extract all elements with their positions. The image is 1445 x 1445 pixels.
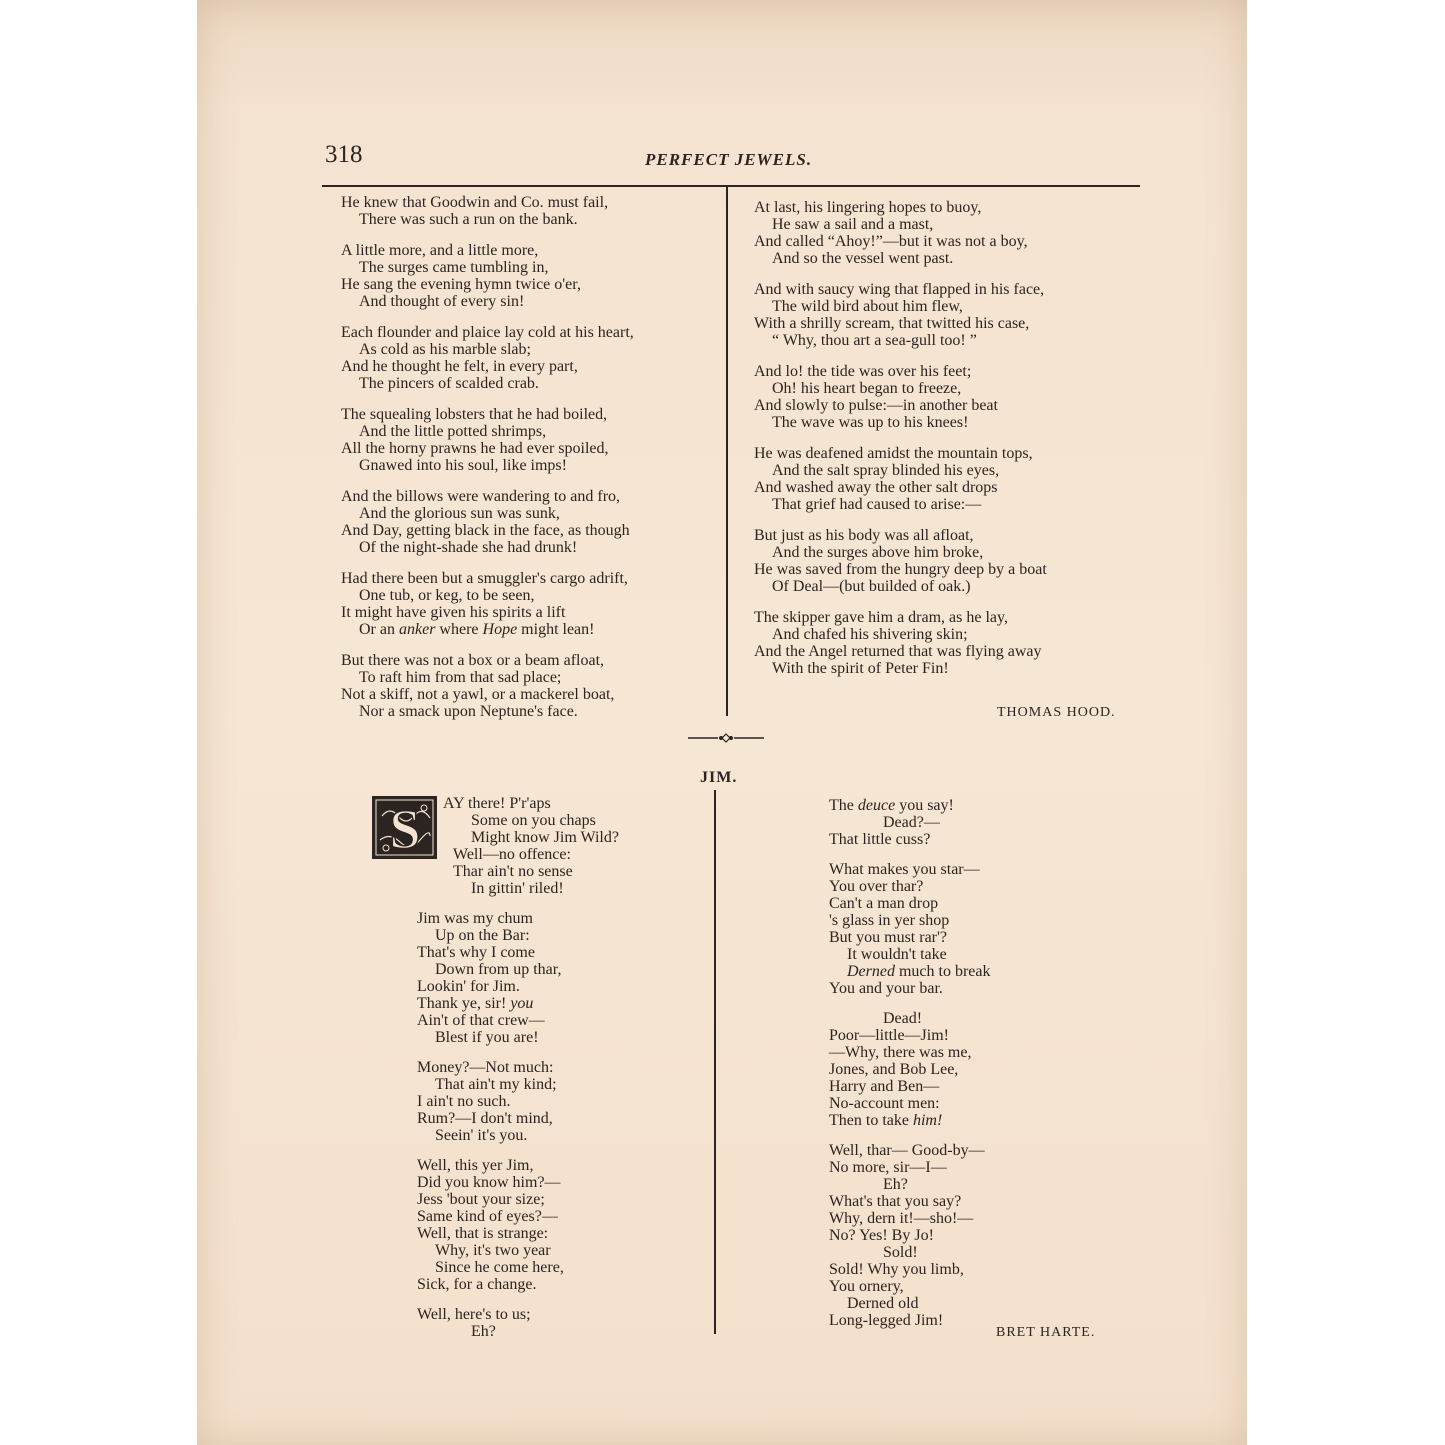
poem1-author: THOMAS HOOD. [997, 705, 1116, 720]
verse-line: Dead?— [883, 814, 940, 831]
stanza [341, 488, 634, 556]
verse-line: No? Yes! By Jo! [829, 1227, 934, 1244]
verse-line: One tub, or keg, to be seen, [359, 587, 535, 604]
verse-line: The squealing lobsters that he had boiled, [341, 406, 608, 423]
verse-line: All the horny prawns he had ever spoiled, [341, 440, 609, 457]
verse-line: The wave was up to his knees! [772, 414, 969, 431]
verse-line: But there was not a box or a beam afloat, [341, 652, 605, 669]
verse-line: Might know Jim Wild? [471, 829, 619, 846]
verse-line: And Day, getting black in the face, as though [341, 522, 630, 539]
stanza [829, 1142, 991, 1329]
column-divider-top [726, 186, 728, 716]
verse-line: Sold! [883, 1244, 918, 1261]
verse-line: With the spirit of Peter Fin! [772, 660, 949, 677]
poem2-title: JIM. [700, 769, 738, 786]
verse-line: And the glorious sun was sunk, [359, 505, 560, 522]
poem1-right-column [754, 199, 1047, 691]
verse-line: Eh? [883, 1176, 908, 1193]
stanza [829, 861, 991, 997]
stanza [417, 812, 619, 897]
verse-line: The deuce you say! [829, 797, 954, 814]
verse-line: —Why, there was me, [829, 1044, 972, 1061]
verse-line: Poor—little—Jim! [829, 1027, 949, 1044]
verse-line: Thar ain't no sense [453, 863, 573, 880]
divider-ornament-icon [688, 732, 764, 744]
verse-line: The wild bird about him flew, [772, 298, 963, 315]
verse-line: And slowly to pulse:—in another beat [754, 397, 998, 414]
verse-line: He saw a sail and a mast, [772, 216, 934, 233]
verse-line: It wouldn't take [847, 946, 947, 963]
verse-line: The skipper gave him a dram, as he lay, [754, 609, 1008, 626]
verse-line: Oh! his heart began to freeze, [772, 380, 962, 397]
verse-line: Why, dern it!—sho!— [829, 1210, 974, 1227]
verse-line: And called “Ahoy!”—but it was not a boy, [754, 233, 1028, 250]
verse-line: Jim was my chum [417, 910, 533, 927]
stanza [341, 652, 634, 720]
verse-line: A little more, and a little more, [341, 242, 539, 259]
verse-line: Since he come here, [435, 1259, 564, 1276]
stanza [754, 281, 1047, 349]
verse-line: Lookin' for Jim. [417, 978, 520, 995]
verse-line: Jess 'bout your size; [417, 1191, 545, 1208]
verse-line: Well—no offence: [453, 846, 571, 863]
verse-line: He sang the evening hymn twice o'er, [341, 276, 581, 293]
verse-line: No more, sir—I— [829, 1159, 947, 1176]
stanza [754, 609, 1047, 677]
svg-text:S: S [389, 799, 421, 859]
page-number: 318 [325, 141, 363, 168]
verse-line: He was saved from the hungry deep by a boat [754, 561, 1047, 578]
verse-line: Well, thar— Good-by— [829, 1142, 985, 1159]
verse-line: And so the vessel went past. [772, 250, 954, 267]
stanza [341, 324, 634, 392]
verse-line: And thought of every sin! [359, 293, 525, 310]
verse-line: And the salt spray blinded his eyes, [772, 462, 1000, 479]
poem2-first-line-text: AY there! P'r'aps [443, 795, 551, 812]
verse-line: The pincers of scalded crab. [359, 375, 539, 392]
verse-line: Had there been but a smuggler's cargo adrift, [341, 570, 628, 587]
verse-line: Nor a smack upon Neptune's face. [359, 703, 578, 720]
verse-line: At last, his lingering hopes to buoy, [754, 199, 982, 216]
verse-line: Dead! [883, 1010, 923, 1027]
verse-line: He knew that Goodwin and Co. must fail, [341, 194, 609, 211]
verse-line: Well, this yer Jim, [417, 1157, 534, 1174]
verse-line: He was deafened amidst the mountain tops, [754, 445, 1033, 462]
verse-line: Some on you chaps [471, 812, 596, 829]
verse-line: You ornery, [829, 1278, 904, 1295]
stanza [341, 194, 634, 228]
verse-line: 's glass in yer shop [829, 912, 950, 929]
verse-line: Sold! Why you limb, [829, 1261, 964, 1278]
verse-line: And chafed his shivering skin; [772, 626, 968, 643]
verse-line: The surges came tumbling in, [359, 259, 549, 276]
verse-line: In gittin' riled! [471, 880, 564, 897]
verse-line: Then to take him! [829, 1112, 943, 1129]
column-divider-bottom [714, 790, 716, 1334]
verse-line: What's that you say? [829, 1193, 962, 1210]
verse-line: And washed away the other salt drops [754, 479, 998, 496]
verse-line: Why, it's two year [435, 1242, 551, 1259]
verse-line: Gnawed into his soul, like imps! [359, 457, 567, 474]
verse-line: Blest if you are! [435, 1029, 539, 1046]
stanza [417, 910, 619, 1046]
verse-line: Can't a man drop [829, 895, 939, 912]
verse-line: With a shrilly scream, that twitted his case, [754, 315, 1030, 332]
poem2-left-column [417, 812, 619, 1353]
verse-line: As cold as his marble slab; [359, 341, 531, 358]
verse-line: Harry and Ben— [829, 1078, 940, 1095]
verse-line: Seein' it's you. [435, 1127, 528, 1144]
header-rule [322, 185, 1140, 187]
verse-line: And the Angel returned that was flying away [754, 643, 1042, 660]
verse-line: What makes you star— [829, 861, 980, 878]
verse-line: Of the night-shade she had drunk! [359, 539, 578, 556]
verse-line: You over thar? [829, 878, 924, 895]
verse-line: And the billows were wandering to and fro, [341, 488, 621, 505]
stanza [417, 1059, 619, 1144]
verse-line: But just as his body was all afloat, [754, 527, 974, 544]
poem2-author: BRET HARTE. [996, 1325, 1096, 1340]
verse-line: Derned much to break [847, 963, 991, 980]
verse-line: Rum?—I don't mind, [417, 1110, 553, 1127]
stanza [341, 406, 634, 474]
stanza [754, 445, 1047, 513]
verse-line: But you must rar'? [829, 929, 947, 946]
verse-line: Ain't of that crew— [417, 1012, 545, 1029]
verse-line: And he thought he felt, in every part, [341, 358, 578, 375]
poem2-first-line [443, 795, 551, 812]
verse-line: Sick, for a change. [417, 1276, 537, 1293]
stanza [417, 1157, 619, 1293]
verse-line: Did you know him?— [417, 1174, 561, 1191]
verse-line: And with saucy wing that flapped in his face, [754, 281, 1045, 298]
stanza [341, 570, 634, 638]
verse-line: Up on the Bar: [435, 927, 530, 944]
verse-line: You and your bar. [829, 980, 943, 997]
verse-line: That's why I come [417, 944, 535, 961]
verse-line: Long-legged Jim! [829, 1312, 944, 1329]
verse-line: Money?—Not much: [417, 1059, 554, 1076]
verse-line: And the little potted shrimps, [359, 423, 547, 440]
verse-line: It might have given his spirits a lift [341, 604, 566, 621]
verse-line: Same kind of eyes?— [417, 1208, 558, 1225]
verse-line: Of Deal—(but builded of oak.) [772, 578, 971, 595]
stanza [829, 797, 991, 848]
verse-line: Down from up thar, [435, 961, 562, 978]
stanza [754, 527, 1047, 595]
verse-line: Jones, and Bob Lee, [829, 1061, 959, 1078]
verse-line: And lo! the tide was over his feet; [754, 363, 972, 380]
verse-line: That little cuss? [829, 831, 931, 848]
stanza [341, 242, 634, 310]
verse-line: Well, here's to us; [417, 1306, 531, 1323]
verse-line: Well, that is strange: [417, 1225, 549, 1242]
stanza [754, 199, 1047, 267]
verse-line: Or an anker where Hope might lean! [359, 621, 595, 638]
verse-line: Derned old [847, 1295, 919, 1312]
verse-line: To raft him from that sad place; [359, 669, 562, 686]
poem2-right-column [829, 797, 991, 1342]
verse-line: Not a skiff, not a yawl, or a mackerel boat, [341, 686, 615, 703]
poem1-left-column [341, 194, 634, 734]
verse-line: That ain't my kind; [435, 1076, 557, 1093]
verse-line: “ Why, thou art a sea-gull too! ” [772, 332, 977, 349]
verse-line: I ain't no such. [417, 1093, 511, 1110]
verse-line: Thank ye, sir! you [417, 995, 534, 1012]
verse-line: Each flounder and plaice lay cold at his heart, [341, 324, 634, 341]
stanza [829, 1010, 991, 1129]
verse-line: There was such a run on the bank. [359, 211, 578, 228]
stanza [417, 1306, 619, 1340]
stanza [754, 363, 1047, 431]
verse-line: That grief had caused to arise:— [772, 496, 982, 513]
running-title: PERFECT JEWELS. [645, 150, 813, 169]
verse-line: Eh? [471, 1323, 496, 1340]
verse-line: And the surges above him broke, [772, 544, 984, 561]
verse-line: No-account men: [829, 1095, 940, 1112]
